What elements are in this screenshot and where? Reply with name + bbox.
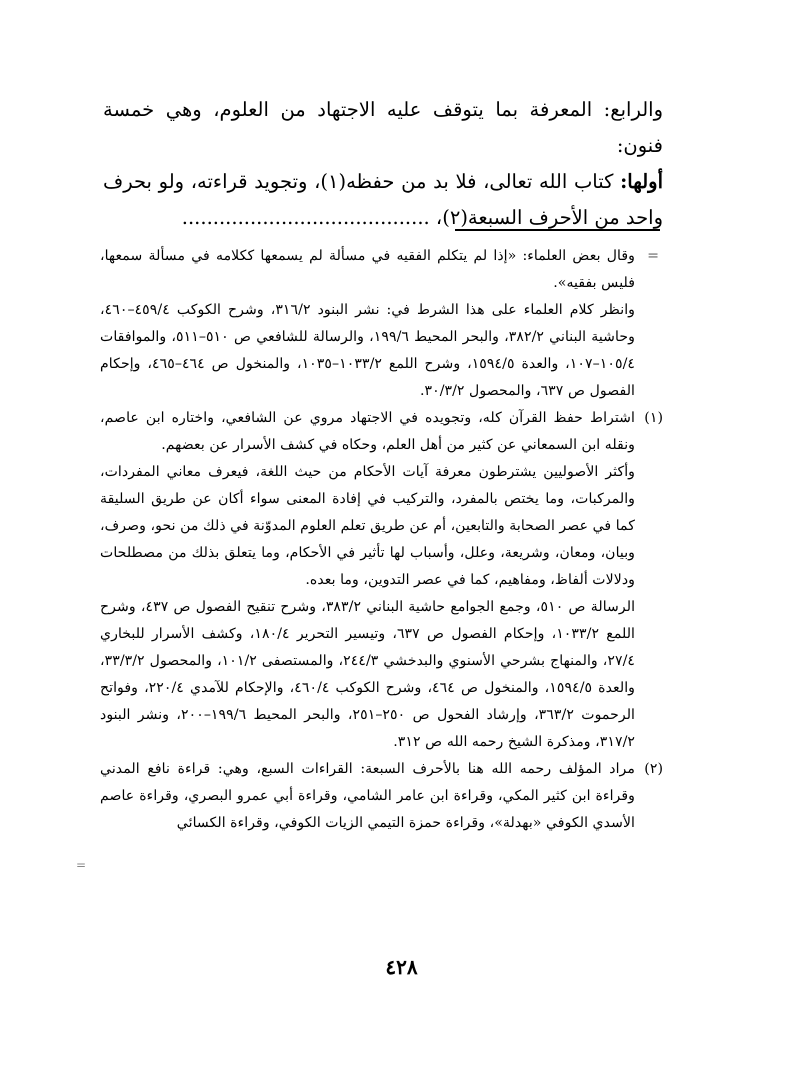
lead-word: أولها: <box>620 170 663 193</box>
footnote-1-refs: الرسالة ص ٥١٠، وجمع الجوامع حاشية البناني ٣٨٣/٢، وشرح تنقيح الفصول ص ٤٣٧، وشرح اللمع ١٠٣٣/٢، وإحكام الفصول ص ٦٣٧، وتيسير التحرير ١٨٠/٤، وكشف الأسرار للبخاري ٢٧/٤، والمنهاج بشرحي الأسنوي والبدخشي ٢٤٤/٣، والمستصفى ١٠١/٢، والمحصول ٣٣/٣/٢، والعدة ١٥٩٤/٥، والمنخول ص ٤٦٤، وشرح الكوكب ٤٦٠/٤، والإحكام للآمدي ٢٢٠/٤، وفواتح الرحموت ٣٦٣/٢، وإرشاد الفحول ص ٢٥٠–٢٥١، والبحر المحيط ١٩٩/٦–٢٠٠، ونشر البنود ٣١٧/٢، ومذكرة الشيخ رحمه الله ص ٣١٢. <box>100 599 636 750</box>
main-line-1: والرابع: المعرفة بما يتوقف عليه الاجتهاد من العلوم، وهي خمسة فنون: <box>103 98 663 157</box>
footnote-1-para-2: وأكثر الأصوليين يشترطون معرفة آيات الأحكام من حيث اللغة، فيعرف معاني المفردات، والمركبات، وما يختص بالمفرد، والتركيب في إفادة المعنى سواء أكان عن طريق السليقة كما في عصر الصحابة والتابعين، أم عن طريق تعلم العلوم المدوّنة في ذلك من نحو، وصرف، وبيان، ومعان، وشريعة، وعلل، وأسباب لها تأثير في الأحكام، وما يتعلق بذلك من مصطلحات ودلالات ألفاظ، ومفاهيم، كما في عصر التدوين، وما بعده. <box>100 464 635 588</box>
footnote-1-number: (١) <box>644 410 663 426</box>
footnote-2 <box>100 756 663 837</box>
footnote-1-text: اشتراط حفظ القرآن كله، وتجويده في الاجتهاد مروي عن الشافعي، واختاره ابن عاصم، ونقله ابن السمعاني عن كثير من أهل العلم، وحكاه في كشف الأسرار عن بعضهم. <box>100 410 635 453</box>
main-text <box>103 92 663 236</box>
page-number: ٤٢٨ <box>385 955 418 979</box>
footnote-continued <box>100 243 663 297</box>
footnote-separator <box>455 229 660 231</box>
footnote-continued-refs: وانظر كلام العلماء على هذا الشرط في: نشر البنود ٣١٦/٢، وشرح الكوكب ٤٥٩/٤–٤٦٠، وحاشية البناني ٣٨٢/٢، والبحر المحيط ١٩٩/٦، والرسالة للشافعي ص ٥١٠–٥١١، والموافقات ١٠٥/٤–١٠٧، والعدة ١٥٩٤/٥، وشرح اللمع ١٠٣٣/٢–١٠٣٥، والمنخول ص ٤٦٤–٤٦٥، وإحكام الفصول ص ٦٣٧، والمحصول ٣٠/٣/٢. <box>100 302 635 399</box>
footnote-2-number: (٢) <box>644 761 663 777</box>
footnote-2-continuation-mark: = <box>76 858 87 872</box>
footnote-2-text: مراد المؤلف رحمه الله هنا بالأحرف السبعة: القراءات السبع، وهي: قراءة نافع المدني وقراءة ابن كثير المكي، وقراءة ابن عامر الشامي، وقراءة أبي عمرو البصري، وقراءة عاصم الأسدي الكوفي «بهدلة»، وقراءة حمزة التيمي الزيات الكوفي، وقراءة الكسائي <box>100 761 635 831</box>
main-line-2: كتاب الله تعالى، فلا بد من حفظه(١)، وتجويد قراءته، ولو بحرف واحد من الأحرف السبعة(٢)، ........................................ <box>103 170 663 229</box>
footnote-1 <box>100 405 663 459</box>
continuation-mark: = <box>647 248 659 264</box>
footnote-continued-text: وقال بعض العلماء: «إذا لم يتكلم الفقيه في مسألة لم يسمعها ككلامه في مسألة سمعها، فليس بفقيه». <box>100 248 635 291</box>
main-paragraph <box>103 164 663 236</box>
footnotes <box>100 243 663 837</box>
